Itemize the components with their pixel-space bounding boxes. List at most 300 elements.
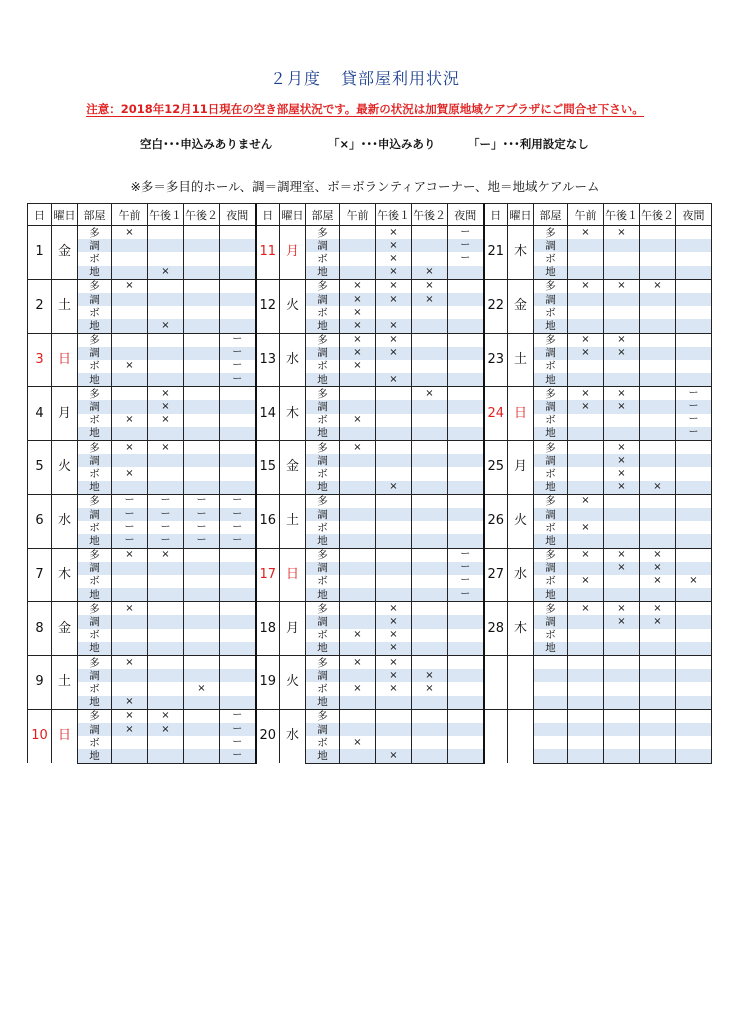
slot-cell (148, 279, 184, 293)
day-number: 18 (256, 602, 280, 656)
slot-cell: × (604, 467, 640, 480)
slot-cell: × (112, 279, 148, 293)
slot-cell: ー (448, 548, 484, 562)
slot-cell (148, 333, 184, 347)
room-label: ボ (78, 252, 112, 265)
room-label: 多 (534, 548, 568, 562)
slot-cell (676, 441, 712, 455)
slot-cell (676, 642, 712, 656)
slot-cell (640, 306, 676, 319)
slot-cell (340, 387, 376, 401)
slot-cell: × (184, 682, 220, 695)
slot-cell (112, 669, 148, 682)
slot-cell (448, 723, 484, 736)
slot-cell (148, 749, 184, 763)
slot-cell (448, 441, 484, 455)
slot-cell: ー (676, 387, 712, 401)
slot-cell (568, 562, 604, 575)
slot-cell (676, 454, 712, 467)
slot-cell: ー (184, 521, 220, 534)
slot-cell (568, 306, 604, 319)
table-row (28, 709, 712, 723)
slot-cell (448, 656, 484, 670)
room-label: 調 (78, 562, 112, 575)
slot-cell (640, 656, 676, 670)
slot-cell (184, 266, 220, 280)
slot-cell: × (112, 467, 148, 480)
room-label: ボ (306, 360, 340, 373)
slot-cell (412, 642, 448, 656)
slot-cell (412, 709, 448, 723)
slot-cell (568, 481, 604, 495)
slot-cell (376, 441, 412, 455)
room-label: 調 (306, 562, 340, 575)
title-month: ２月度 (269, 69, 321, 88)
slot-cell (676, 521, 712, 534)
slot-cell (412, 239, 448, 252)
slot-cell (412, 454, 448, 467)
slot-cell (676, 360, 712, 373)
table-row (28, 333, 712, 347)
slot-cell (568, 642, 604, 656)
slot-cell (640, 696, 676, 710)
slot-cell (376, 508, 412, 521)
weekday: 月 (52, 387, 78, 441)
room-label: 調 (534, 347, 568, 360)
slot-cell (112, 575, 148, 588)
slot-cell (676, 306, 712, 319)
room-label: 多 (306, 548, 340, 562)
slot-cell (604, 656, 640, 670)
slot-cell (676, 548, 712, 562)
slot-cell: × (604, 481, 640, 495)
slot-cell: × (112, 441, 148, 455)
slot-cell (412, 723, 448, 736)
slot-cell (604, 723, 640, 736)
slot-cell: × (112, 226, 148, 240)
slot-cell (676, 736, 712, 749)
slot-cell (568, 629, 604, 642)
weekday: 月 (280, 602, 306, 656)
slot-cell (676, 347, 712, 360)
slot-cell: × (412, 279, 448, 293)
slot-cell (112, 373, 148, 387)
room-label: 多 (534, 602, 568, 616)
room-label: 地 (78, 266, 112, 280)
room-label: 地 (306, 373, 340, 387)
table-row (28, 387, 712, 401)
slot-cell: ー (220, 749, 256, 763)
slot-cell (604, 266, 640, 280)
slot-cell (568, 508, 604, 521)
room-label: ボ (306, 521, 340, 534)
table-row (28, 441, 712, 455)
slot-cell (640, 441, 676, 455)
slot-cell (340, 481, 376, 495)
slot-cell: × (412, 266, 448, 280)
slot-cell (184, 347, 220, 360)
slot-cell (604, 736, 640, 749)
slot-cell: × (376, 293, 412, 306)
slot-cell (448, 534, 484, 548)
slot-cell: × (376, 266, 412, 280)
table-row (28, 736, 712, 749)
slot-cell (220, 682, 256, 695)
slot-cell (640, 588, 676, 602)
header-weekday: 曜日 (280, 204, 306, 226)
slot-cell (112, 615, 148, 628)
slot-cell (568, 441, 604, 455)
room-label: 調 (306, 508, 340, 521)
slot-cell (148, 347, 184, 360)
slot-cell (376, 414, 412, 427)
slot-cell (448, 494, 484, 508)
slot-cell: ー (220, 494, 256, 508)
slot-cell (376, 494, 412, 508)
slot-cell: × (568, 387, 604, 401)
header-afternoon1: 午後１ (604, 204, 640, 226)
room-label: ボ (78, 306, 112, 319)
table-row (28, 306, 712, 319)
slot-cell (112, 427, 148, 441)
slot-cell (112, 293, 148, 306)
slot-cell: ー (448, 575, 484, 588)
room-label (534, 696, 568, 710)
slot-cell (340, 508, 376, 521)
header-afternoon1: 午後１ (148, 204, 184, 226)
table-row (28, 548, 712, 562)
header-morning: 午前 (568, 204, 604, 226)
day-number: 25 (484, 441, 508, 495)
weekday: 水 (280, 709, 306, 763)
day-number: 27 (484, 548, 508, 602)
slot-cell (448, 400, 484, 413)
header-day: 日 (484, 204, 508, 226)
slot-cell: × (640, 602, 676, 616)
room-label: 地 (306, 588, 340, 602)
room-label: ボ (534, 414, 568, 427)
day-number: 23 (484, 333, 508, 387)
slot-cell: × (148, 387, 184, 401)
slot-cell (220, 696, 256, 710)
weekday: 火 (508, 494, 534, 548)
room-label: 地 (534, 427, 568, 441)
slot-cell (448, 266, 484, 280)
day-number: 14 (256, 387, 280, 441)
header-morning: 午前 (112, 204, 148, 226)
table-row (28, 319, 712, 333)
slot-cell (604, 749, 640, 763)
slot-cell: ー (448, 588, 484, 602)
slot-cell: × (148, 266, 184, 280)
slot-cell: × (604, 454, 640, 467)
slot-cell (184, 615, 220, 628)
slot-cell: ー (112, 534, 148, 548)
room-label: 多 (534, 441, 568, 455)
slot-cell (148, 656, 184, 670)
slot-cell: × (112, 360, 148, 373)
slot-cell (640, 494, 676, 508)
slot-cell (640, 669, 676, 682)
table-row (28, 669, 712, 682)
slot-cell (220, 319, 256, 333)
room-label: 調 (78, 454, 112, 467)
slot-cell: ー (112, 494, 148, 508)
slot-cell (412, 400, 448, 413)
day-number: 6 (28, 494, 52, 548)
slot-cell (640, 629, 676, 642)
slot-cell (412, 441, 448, 455)
slot-cell (220, 602, 256, 616)
table-row (28, 521, 712, 534)
room-label: 調 (306, 400, 340, 413)
slot-cell (340, 226, 376, 240)
table-row (28, 615, 712, 628)
slot-cell (640, 400, 676, 413)
room-label: 調 (306, 347, 340, 360)
slot-cell (148, 696, 184, 710)
slot-cell (184, 467, 220, 480)
slot-cell (640, 467, 676, 480)
slot-cell: × (148, 441, 184, 455)
slot-cell (184, 709, 220, 723)
day-number: 22 (484, 279, 508, 333)
slot-cell (412, 481, 448, 495)
slot-cell (640, 534, 676, 548)
slot-cell (376, 588, 412, 602)
room-label: 地 (534, 588, 568, 602)
slot-cell (676, 669, 712, 682)
slot-cell (604, 682, 640, 695)
room-label: 地 (534, 534, 568, 548)
room-label: 多 (534, 494, 568, 508)
slot-cell (148, 481, 184, 495)
slot-cell (112, 642, 148, 656)
slot-cell (184, 293, 220, 306)
header-afternoon2: 午後２ (640, 204, 676, 226)
slot-cell (184, 454, 220, 467)
slot-cell: × (112, 709, 148, 723)
slot-cell (412, 252, 448, 265)
room-label: 多 (78, 494, 112, 508)
slot-cell: × (376, 347, 412, 360)
slot-cell (184, 629, 220, 642)
slot-cell (376, 454, 412, 467)
slot-cell (448, 333, 484, 347)
slot-cell (412, 494, 448, 508)
slot-cell: × (376, 682, 412, 695)
slot-cell (640, 387, 676, 401)
slot-cell (376, 360, 412, 373)
slot-cell (676, 629, 712, 642)
slot-cell: ー (220, 333, 256, 347)
slot-cell: × (640, 548, 676, 562)
header-weekday: 曜日 (508, 204, 534, 226)
slot-cell (184, 669, 220, 682)
slot-cell (184, 562, 220, 575)
table-row (28, 575, 712, 588)
slot-cell (340, 400, 376, 413)
slot-cell: ー (220, 736, 256, 749)
slot-cell (412, 602, 448, 616)
slot-cell: × (340, 333, 376, 347)
slot-cell: × (376, 319, 412, 333)
slot-cell (676, 252, 712, 265)
slot-cell (184, 360, 220, 373)
slot-cell (412, 749, 448, 763)
slot-cell: × (604, 387, 640, 401)
slot-cell (640, 373, 676, 387)
table-row (28, 454, 712, 467)
slot-cell: × (604, 347, 640, 360)
slot-cell (376, 387, 412, 401)
slot-cell: × (640, 615, 676, 628)
room-label: ボ (306, 736, 340, 749)
weekday: 土 (52, 656, 78, 710)
slot-cell (604, 508, 640, 521)
slot-cell (568, 252, 604, 265)
slot-cell: × (640, 562, 676, 575)
slot-cell (604, 629, 640, 642)
weekday: 日 (280, 548, 306, 602)
slot-cell (568, 467, 604, 480)
slot-cell (220, 293, 256, 306)
day-number: 19 (256, 656, 280, 710)
room-label: 多 (306, 494, 340, 508)
slot-cell: × (376, 226, 412, 240)
slot-cell (220, 481, 256, 495)
slot-cell (184, 319, 220, 333)
day-number: 10 (28, 709, 52, 763)
room-label: 調 (306, 615, 340, 628)
weekday (508, 656, 534, 710)
room-label: 地 (78, 427, 112, 441)
room-label: 調 (534, 239, 568, 252)
room-label: ボ (534, 467, 568, 480)
slot-cell (148, 615, 184, 628)
slot-cell (220, 427, 256, 441)
slot-cell (676, 266, 712, 280)
room-label: 多 (534, 333, 568, 347)
slot-cell (640, 333, 676, 347)
weekday: 土 (52, 279, 78, 333)
slot-cell (340, 709, 376, 723)
weekday: 金 (280, 441, 306, 495)
room-label: 多 (306, 226, 340, 240)
room-label: 調 (78, 293, 112, 306)
weekday: 土 (280, 494, 306, 548)
page-title (0, 66, 730, 89)
slot-cell (568, 239, 604, 252)
room-label: ボ (78, 629, 112, 642)
slot-cell (184, 696, 220, 710)
slot-cell: ー (448, 226, 484, 240)
slot-cell (340, 602, 376, 616)
slot-cell: × (112, 696, 148, 710)
slot-cell (376, 427, 412, 441)
slot-cell (412, 333, 448, 347)
slot-cell: × (340, 682, 376, 695)
slot-cell (112, 239, 148, 252)
slot-cell (340, 696, 376, 710)
slot-cell: × (568, 400, 604, 413)
slot-cell (640, 360, 676, 373)
table-row (28, 226, 712, 240)
slot-cell (412, 562, 448, 575)
room-label (534, 709, 568, 723)
weekday: 金 (52, 226, 78, 280)
room-label: 地 (78, 588, 112, 602)
slot-cell (640, 347, 676, 360)
slot-cell (184, 548, 220, 562)
slot-cell (412, 588, 448, 602)
slot-cell: × (340, 629, 376, 642)
room-label: 地 (534, 319, 568, 333)
day-number: 11 (256, 226, 280, 280)
slot-cell (112, 333, 148, 347)
day-number: 28 (484, 602, 508, 656)
day-number: 12 (256, 279, 280, 333)
slot-cell (184, 306, 220, 319)
table-row (28, 467, 712, 480)
slot-cell (340, 427, 376, 441)
slot-cell (412, 226, 448, 240)
slot-cell (412, 736, 448, 749)
slot-cell (640, 709, 676, 723)
slot-cell (376, 467, 412, 480)
room-label: 地 (306, 642, 340, 656)
slot-cell (640, 521, 676, 534)
slot-cell (340, 588, 376, 602)
slot-cell (376, 736, 412, 749)
room-label: 調 (534, 454, 568, 467)
room-label: 地 (534, 481, 568, 495)
slot-cell (412, 656, 448, 670)
slot-cell (412, 360, 448, 373)
slot-cell: × (112, 548, 148, 562)
room-label: ボ (306, 467, 340, 480)
room-label: 調 (534, 293, 568, 306)
slot-cell (448, 454, 484, 467)
slot-cell: ー (448, 252, 484, 265)
slot-cell: × (568, 226, 604, 240)
slot-cell: ー (220, 521, 256, 534)
day-number: 24 (484, 387, 508, 441)
room-label (534, 749, 568, 763)
slot-cell: × (376, 373, 412, 387)
slot-cell (448, 293, 484, 306)
slot-cell: × (148, 709, 184, 723)
table-row (28, 534, 712, 548)
slot-cell (676, 239, 712, 252)
room-label: ボ (78, 467, 112, 480)
slot-cell (568, 293, 604, 306)
room-label: 調 (306, 723, 340, 736)
slot-cell: × (340, 656, 376, 670)
header-night: 夜間 (448, 204, 484, 226)
slot-cell (112, 319, 148, 333)
table-row (28, 373, 712, 387)
header-morning: 午前 (340, 204, 376, 226)
slot-cell (448, 642, 484, 656)
slot-cell: × (604, 333, 640, 347)
slot-cell (568, 360, 604, 373)
slot-cell (568, 656, 604, 670)
slot-cell: × (676, 575, 712, 588)
table-row (28, 279, 712, 293)
slot-cell (184, 656, 220, 670)
slot-cell (340, 239, 376, 252)
